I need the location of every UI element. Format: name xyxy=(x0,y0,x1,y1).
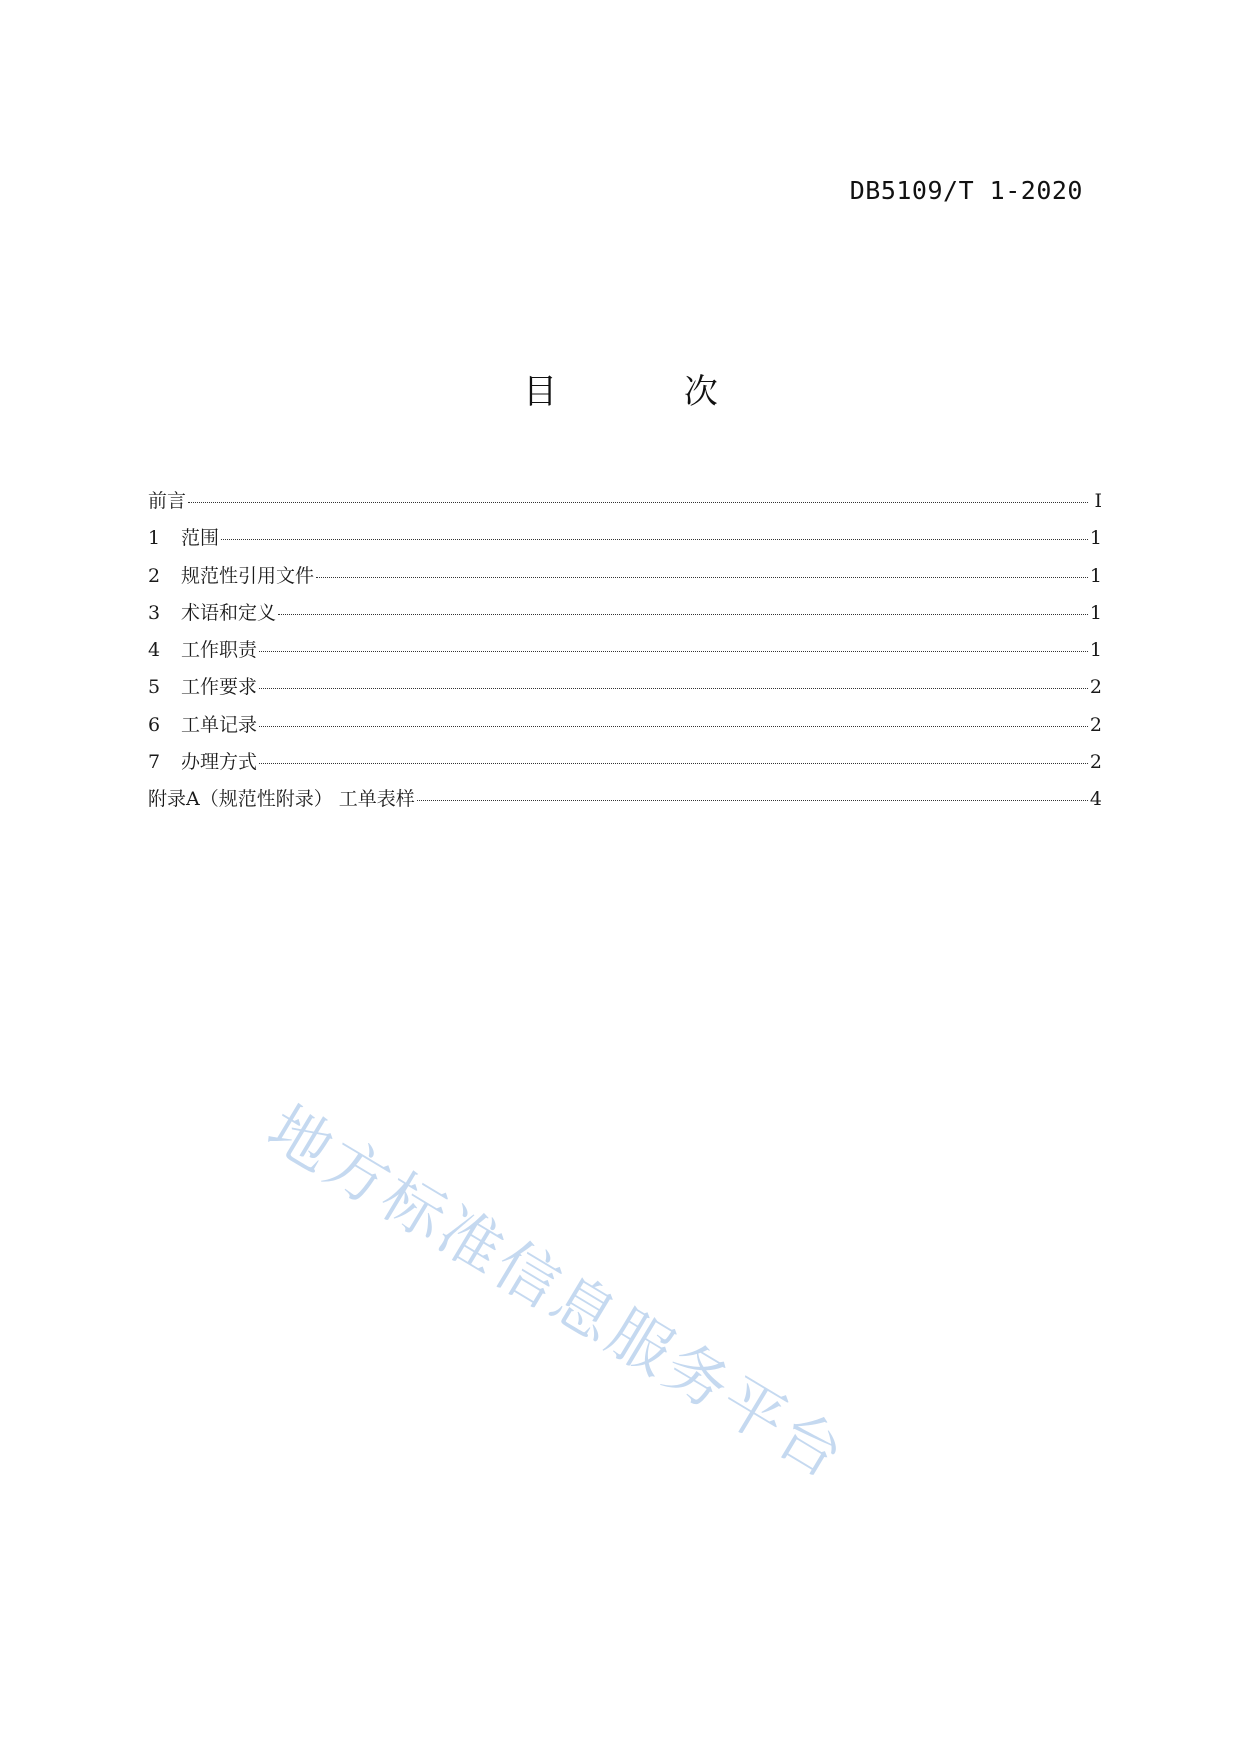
toc-entry-label: 前言 xyxy=(148,490,187,512)
toc-entry-label: 术语和定义 xyxy=(181,601,277,624)
toc-entry-page: 1 xyxy=(1089,527,1102,550)
toc-entry-appendix-a[interactable] xyxy=(148,784,1102,821)
toc-entry-number: 2 xyxy=(148,564,161,587)
dot-leader xyxy=(316,577,1088,578)
dot-leader xyxy=(259,688,1088,689)
toc-entry-label: 附录A（规范性附录） 工单表样 xyxy=(148,788,415,811)
toc-entry-label: 工作职责 xyxy=(181,639,258,662)
toc-entry-number: 7 xyxy=(148,751,161,774)
toc-entry-page: 1 xyxy=(1089,601,1102,624)
toc-entry-label: 范围 xyxy=(181,527,220,550)
dot-leader xyxy=(278,614,1088,615)
toc-entry-page: 2 xyxy=(1089,676,1102,699)
toc-entry-foreword[interactable] xyxy=(148,486,1102,523)
standard-code: DB5109/T 1-2020 xyxy=(849,176,1083,205)
toc-entry-number: 6 xyxy=(148,713,161,736)
toc-entry-number: 4 xyxy=(148,639,161,662)
dot-leader xyxy=(188,502,1088,503)
dot-leader xyxy=(259,763,1088,764)
toc-entry-label: 工作要求 xyxy=(181,676,258,699)
toc-entry-page: 1 xyxy=(1089,564,1102,587)
dot-leader xyxy=(259,651,1088,652)
toc-entry-requirements[interactable] xyxy=(148,672,1102,709)
toc-entry-page: 4 xyxy=(1089,788,1102,811)
toc-entry-page: I xyxy=(1094,490,1102,512)
toc-title: 目 次 xyxy=(523,372,776,412)
dot-leader xyxy=(259,726,1088,727)
toc-entry-responsibilities[interactable] xyxy=(148,635,1102,672)
toc-entry-page: 2 xyxy=(1089,751,1102,774)
toc-entry-label: 工单记录 xyxy=(181,713,258,736)
toc-entry-number: 3 xyxy=(148,601,161,624)
toc-entry-number: 1 xyxy=(148,527,161,550)
toc-entry-label: 规范性引用文件 xyxy=(181,564,315,587)
toc-entry-number: 5 xyxy=(148,676,161,699)
dot-leader xyxy=(417,800,1088,801)
toc-entry-handling-methods[interactable] xyxy=(148,747,1102,784)
toc-entry-normative-references[interactable] xyxy=(148,561,1102,598)
table-of-contents xyxy=(148,486,1102,822)
toc-entry-work-order-records[interactable] xyxy=(148,710,1102,747)
watermark: 地方标准信息服务平台 xyxy=(255,1091,860,1494)
toc-entry-page: 2 xyxy=(1089,713,1102,736)
toc-entry-label: 办理方式 xyxy=(181,751,258,774)
toc-entry-terms-definitions[interactable] xyxy=(148,598,1102,635)
toc-entry-page: 1 xyxy=(1089,639,1102,662)
toc-entry-scope[interactable] xyxy=(148,523,1102,560)
dot-leader xyxy=(221,539,1088,540)
